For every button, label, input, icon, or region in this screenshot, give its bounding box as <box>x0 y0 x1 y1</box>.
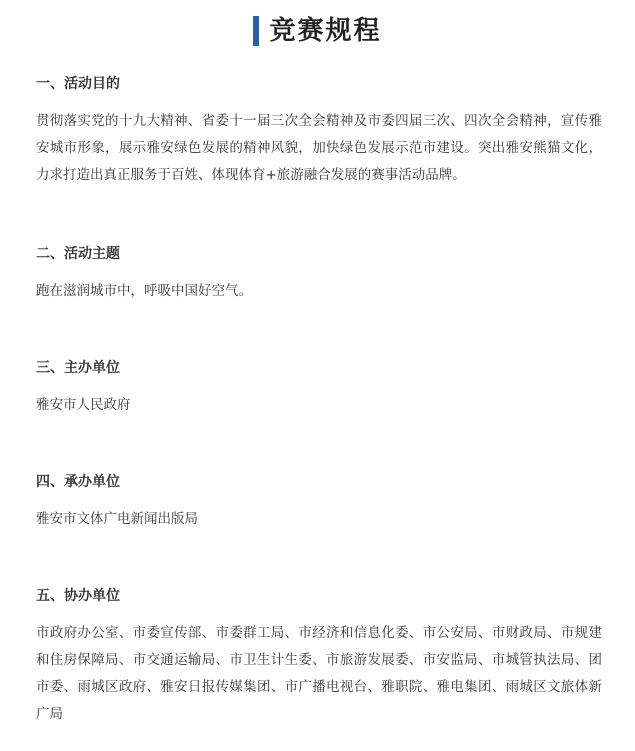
section-purpose <box>36 74 602 189</box>
section-heading: 三、主办单位 <box>36 360 120 376</box>
section-body: 雅安市人民政府 <box>36 397 131 413</box>
section-heading: 五、协办单位 <box>36 588 120 604</box>
section-body: 跑在滋润城市中，呼吸中国好空气。 <box>36 283 252 299</box>
section-body: 贯彻落实党的十九大精神、省委十一届三次全会精神及市委四届三次、四次全会精神，宣传雅安城市形象，展示雅安绿色发展的精神风貌，加快绿色发展示范市建设。突出雅安熊猫文化，力求打造出真正服务于百姓、体现体育+旅游融合发展的赛事活动品牌。 <box>36 113 602 183</box>
section-body: 市政府办公室、市委宣传部、市委群工局、市经济和信息化委、市公安局、市财政局、市规建和住房保障局、市交通运输局、市卫生计生委、市旅游发展委、市安监局、市城管执法局、团市委、雨城区政府、雅安日报传媒集团、市广播电视台、雅职院、雅电集团、雨城区文旅体新广局 <box>36 625 602 722</box>
title-block <box>0 14 635 48</box>
section-theme <box>36 244 602 305</box>
section-host <box>36 358 602 419</box>
section-heading: 一、活动目的 <box>36 76 120 92</box>
section-organizer <box>36 472 602 533</box>
section-co-organizers <box>36 586 602 728</box>
page-title: 竞赛规程 <box>269 16 382 46</box>
title-accent-bar <box>253 16 259 46</box>
section-body: 雅安市文体广电新闻出版局 <box>36 511 198 527</box>
section-heading: 二、活动主题 <box>36 246 120 262</box>
section-heading: 四、承办单位 <box>36 474 120 490</box>
